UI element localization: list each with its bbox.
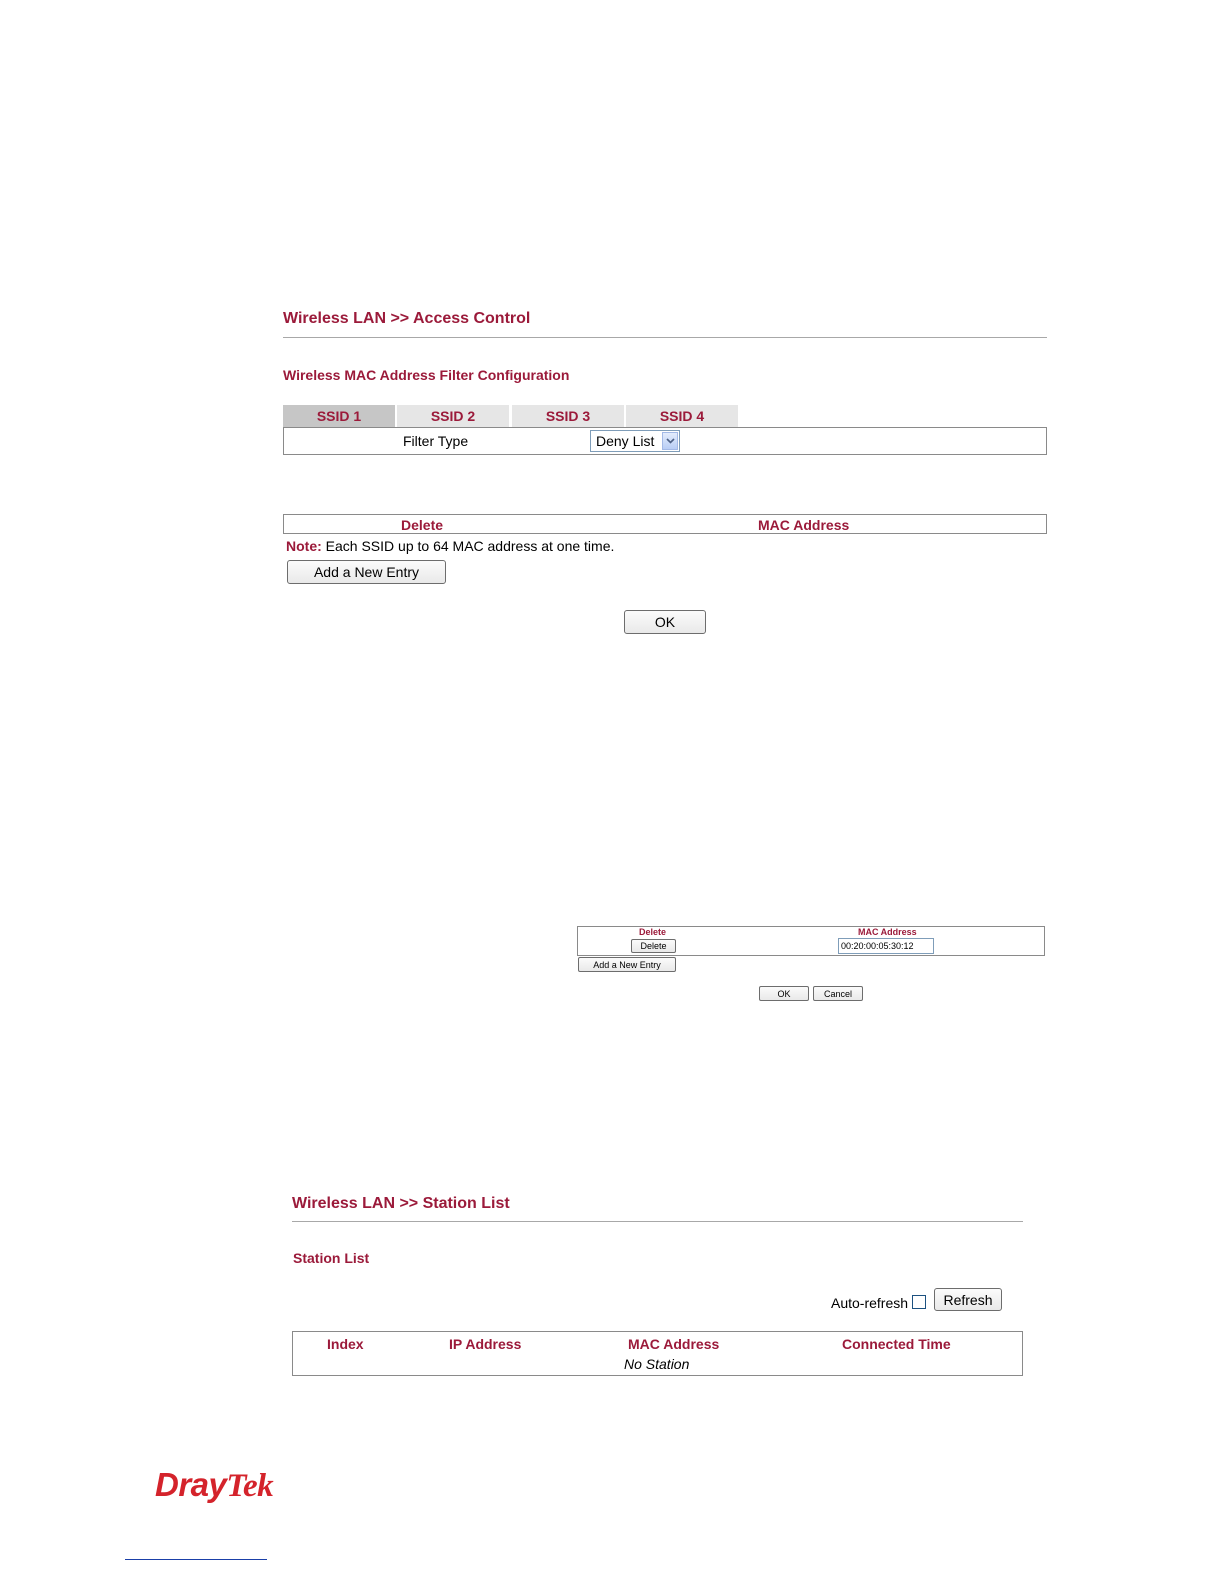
- filter-type-label: Filter Type: [403, 433, 469, 449]
- refresh-button[interactable]: Refresh: [934, 1288, 1002, 1311]
- title-divider: [283, 337, 1047, 338]
- note-label: Note:: [286, 538, 322, 554]
- mac-address-input[interactable]: [838, 938, 934, 954]
- station-list-section-title: Station List: [293, 1250, 370, 1266]
- logo-text-tek: Tek: [226, 1468, 274, 1504]
- entry-header-delete: Delete: [639, 927, 667, 937]
- no-station-text: No Station: [624, 1356, 690, 1372]
- logo-text-dray: Dray: [155, 1466, 227, 1503]
- station-title-divider: [292, 1221, 1023, 1222]
- entry-add-new-entry-button[interactable]: Add a New Entry: [578, 957, 676, 972]
- entry-header-mac-address: MAC Address: [858, 927, 917, 937]
- station-list-page-title: Wireless LAN >> Station List: [292, 1195, 510, 1212]
- auto-refresh-label: Auto-refresh: [831, 1295, 909, 1311]
- filter-type-row: [283, 427, 1047, 455]
- entry-ok-button[interactable]: OK: [759, 986, 809, 1001]
- filter-type-select[interactable]: [590, 430, 680, 452]
- note-text: [286, 538, 614, 554]
- note-body: Each SSID up to 64 MAC address at one time.: [321, 538, 615, 554]
- header-connected-time: Connected Time: [842, 1336, 951, 1352]
- header-ip-address: IP Address: [449, 1336, 522, 1352]
- tab-ssid-4[interactable]: SSID 4: [626, 405, 738, 427]
- tab-ssid-1[interactable]: SSID 1: [283, 405, 395, 427]
- access-control-page-title: Wireless LAN >> Access Control: [283, 310, 531, 327]
- mac-filter-table-header: [283, 514, 1047, 534]
- tab-ssid-3[interactable]: SSID 3: [512, 405, 624, 427]
- footer-line: [125, 1559, 267, 1560]
- station-table: [292, 1331, 1023, 1376]
- auto-refresh-checkbox[interactable]: [912, 1295, 926, 1309]
- mac-entry-table: [577, 926, 1045, 956]
- header-mac-address: MAC Address: [758, 517, 850, 533]
- filter-config-title: Wireless MAC Address Filter Configuration: [283, 367, 570, 383]
- filter-type-value: Deny List: [596, 433, 655, 449]
- header-delete: Delete: [401, 517, 444, 533]
- header-index: Index: [327, 1336, 364, 1352]
- ok-button[interactable]: OK: [624, 610, 706, 634]
- header-station-mac-address: MAC Address: [628, 1336, 720, 1352]
- tab-ssid-2[interactable]: SSID 2: [397, 405, 509, 427]
- add-new-entry-button[interactable]: Add a New Entry: [287, 560, 446, 584]
- delete-entry-button[interactable]: Delete: [631, 939, 676, 953]
- entry-cancel-button[interactable]: Cancel: [813, 986, 863, 1001]
- draytek-logo: [155, 1466, 273, 1505]
- chevron-down-icon[interactable]: [662, 432, 678, 450]
